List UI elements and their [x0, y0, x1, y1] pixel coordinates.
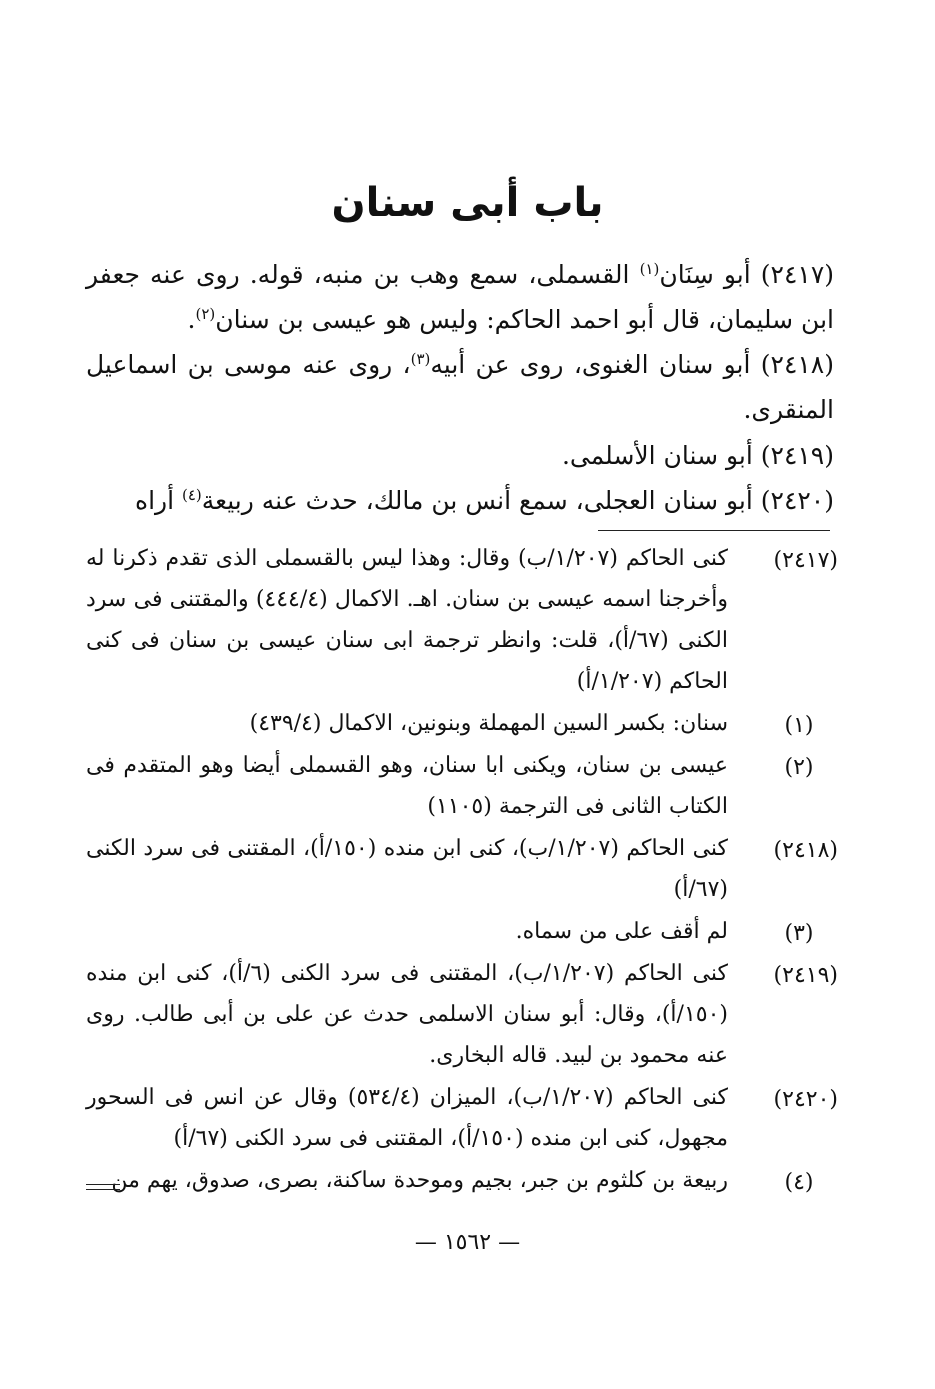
entry-number: (٢٤١٧) [760, 260, 835, 289]
footnote-divider [598, 530, 830, 531]
entry-2419 [86, 433, 834, 478]
entry-text: أبو سنان العجلى، سمع أنس بن مالك، حدث عنه ربيعة [201, 486, 753, 515]
footnote-2418 [86, 828, 838, 910]
entry-text: أبو سِنَان [659, 260, 751, 289]
footnote-text: كنى الحاكم (١/٢٠٧/ب)، المقتنى فى سرد الكنى (٦/أ)، كنى ابن منده (١٥٠/أ)، وقال: أبو سنان الاسلمى حدث عن على بن أبى طالب. روى عنه محمود بن لبيد. قاله البخارى. [86, 961, 729, 1068]
entry-2418 [86, 342, 834, 432]
entry-text: . [187, 305, 196, 334]
chapter-title: باب أبى سنان [331, 179, 604, 226]
footnotes [86, 538, 838, 1202]
entry-number: (٢٤١٩) [760, 441, 834, 470]
footnote-mark: (٢٤١٧) [773, 548, 838, 573]
footnote-4 [86, 1160, 838, 1201]
footnote-2417 [86, 538, 838, 702]
footnote-mark: (٤) [784, 1170, 814, 1195]
footnote-mark: (٢) [784, 755, 814, 780]
entry-text: أبو سنان الغنوى، روى عن أبيه [430, 350, 751, 379]
footnote-mark: (٢٤١٨) [773, 838, 838, 863]
footnote-mark: (٣) [784, 921, 814, 946]
entry-2417 [86, 252, 834, 342]
continuation-underline [86, 1184, 120, 1190]
main-entries [86, 252, 834, 523]
footnote-2420 [86, 1077, 838, 1159]
footnote-2 [86, 745, 838, 827]
entry-text: أراه [134, 486, 175, 515]
footnote-mark: (٢٤١٩) [773, 963, 838, 988]
footnote-text: ربيعة بن كلثوم بن جبر، بجيم وموحدة ساكنة، بصرى، صدوق، يهم من [111, 1168, 728, 1193]
footnote-1 [86, 703, 838, 744]
footnote-text: كنى الحاكم (١/٢٠٧/ب)، الميزان (٥٣٤/٤) وقال عن انس فى السحور مجهول، كنى ابن منده (١٥٠/أ)، المقتنى فى سرد الكنى (٦٧/أ) [86, 1085, 728, 1151]
footnote-3 [86, 911, 838, 952]
page-number: — ١٥٦٢ — [414, 1230, 521, 1255]
footnote-mark: (١) [784, 713, 814, 738]
footnote-text: كنى الحاكم (١/٢٠٧/ب)، كنى ابن منده (١٥٠/أ)، المقتنى فى سرد الكنى (٦٧/أ) [86, 836, 729, 902]
entry-2420 [86, 478, 834, 523]
footnote-ref: (٤) [182, 486, 202, 504]
footnote-text: كنى الحاكم (١/٢٠٧/ب) وقال: وهذا ليس بالقسملى الذى تقدم ذكرنا له وأخرجنا اسمه عيسى بن سنان. اهـ. الاكمال (٤٤٤/٤) والمقتنى فى سرد الكنى (٦٧/أ)، قلت: وانظر ترجمة ابى سنان عيسى بن سنان فى كنى الحاكم (١/٢٠٧/أ) [86, 546, 728, 694]
entry-text: القسملى، سمع وهب بن منبه، قوله. روى عنه جعفر ابن سليمان، قال أبو احمد الحاكم: وليس هو عيسى بن سنان [86, 260, 834, 334]
footnote-ref: (١) [639, 260, 660, 278]
footnote-2419 [86, 953, 838, 1076]
footnote-text: لم أقف على من سماه. [515, 919, 728, 944]
entry-text: ، روى عنه موسى بن اسماعيل المنقرى. [86, 350, 834, 424]
footnote-mark: (٢٤٢٠) [773, 1087, 838, 1112]
entry-number: (٢٤٢٠) [760, 486, 834, 515]
footnote-ref: (٣) [410, 350, 431, 368]
footnote-text: عيسى بن سنان، ويكنى ابا سنان، وهو القسملى أيضا وهو المتقدم فى الكتاب الثانى فى الترجمة (١١٠٥) [86, 753, 728, 819]
entry-number: (٢٤١٨) [760, 350, 834, 379]
footnote-text: سنان: بكسر السين المهملة وبنونين، الاكمال (٤٣٩/٤) [249, 711, 728, 736]
entry-text: أبو سنان الأسلمى. [561, 441, 753, 470]
footnote-ref: (٢) [195, 305, 216, 323]
